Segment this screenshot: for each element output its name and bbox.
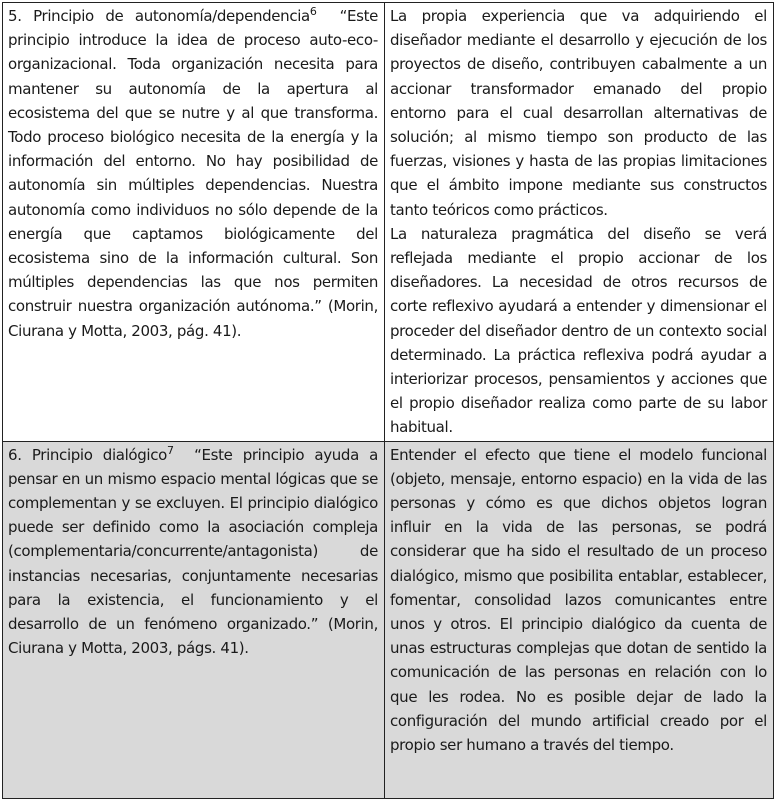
- principle-6-commentary-cell: [385, 441, 774, 798]
- principle-5-cell: [3, 3, 385, 442]
- principles-table: [2, 2, 774, 799]
- principle-5-commentary-cell: [385, 3, 774, 442]
- principle-6-cell: [3, 441, 385, 798]
- table-row-principle-6: [3, 441, 774, 798]
- table-row-principle-5: [3, 3, 774, 442]
- principle-6-commentary-paragraph-1: Entender el efecto que tiene el modelo funcional (objeto, mensaje, entorno espacio) en la vida de las personas y cómo es que dichos objetos logran influir en la vida de las personas, se podrá considerar que ha sido el resultado de un proceso dialógico, mismo que posibilita entablar, establecer, fomentar, consolidad lazos comunicantes entre unos y otros. El principio dialógico da cuenta de unas estructuras complejas que dotan de sentido la comunicación de las personas en relación con lo que les rodea. No es posible dejar de lado la configuración del mundo artificial creado por el propio ser humano a través del tiempo.: [390, 445, 767, 755]
- principle-5-text: [8, 4, 378, 343]
- principle-5-commentary-paragraph-2: La naturaleza pragmática del diseño se verá reflejada mediante el propio accionar de los diseñadores. La necesidad de otros recursos de corte reflexivo ayudará a entender y dimensionar el proceder del diseñador dentro de un contexto social determinado. La práctica reflexiva podrá ayudar a interiorizar procesos, pensamientos y acciones que el propio diseñador realiza como parte de su labor habitual.: [390, 224, 767, 437]
- principle-6-quote: “Este principio ayuda a pensar en un mismo espacio mental lógicas que se complementan y se excluyen. El principio dialógico puede ser definido como la asociación compleja (complementaria/concurrente/antagonista) de instancias necesarias, conjuntamente necesarias para la existencia, el funcionamiento y el desarrollo de un fenómeno organizado.” (Morin, Ciurana y Motta, 2003, págs. 41).: [8, 445, 378, 658]
- principle-5-quote: “Este principio introduce la idea de proceso auto-eco-organizacional. Toda organización necesita para mantener su autonomía de la apertura al ecosistema del que se nutre y al que transforma. Todo proceso biológico necesita de la energía y la información del entorno. No hay posibilidad de autonomía sin múltiples dependencias. Nuestra autonomía como individuos no sólo depende de la energía que captamos biológicamente del ecosistema sino de la información cultural. Son múltiples dependencias las que nos permiten construir nuestra organización autónoma.” (Morin, Ciurana y Motta, 2003, pág. 41).: [8, 7, 378, 340]
- footnote-marker-6: 6: [309, 5, 317, 18]
- footnote-marker-7: 7: [166, 443, 174, 457]
- principle-5-commentary-paragraph-1: La propia experiencia que va adquiriendo el diseñador mediante el desarrollo y ejecución de los proyectos de diseño, contribuyen cabalmente a un accionar transformador emanado del propio entorno para el cual desarrollan alternativas de solución; al mismo tiempo son producto de las fuerzas, visiones y hasta de las propias limitaciones que el ámbito impone mediante sus constructos tanto teóricos como prácticos.: [390, 7, 767, 219]
- principle-6-heading: 6. Principio dialógico: [8, 445, 167, 464]
- principle-6-text: [8, 443, 378, 661]
- principle-5-heading: 5. Principio de autonomía/dependencia: [8, 7, 310, 25]
